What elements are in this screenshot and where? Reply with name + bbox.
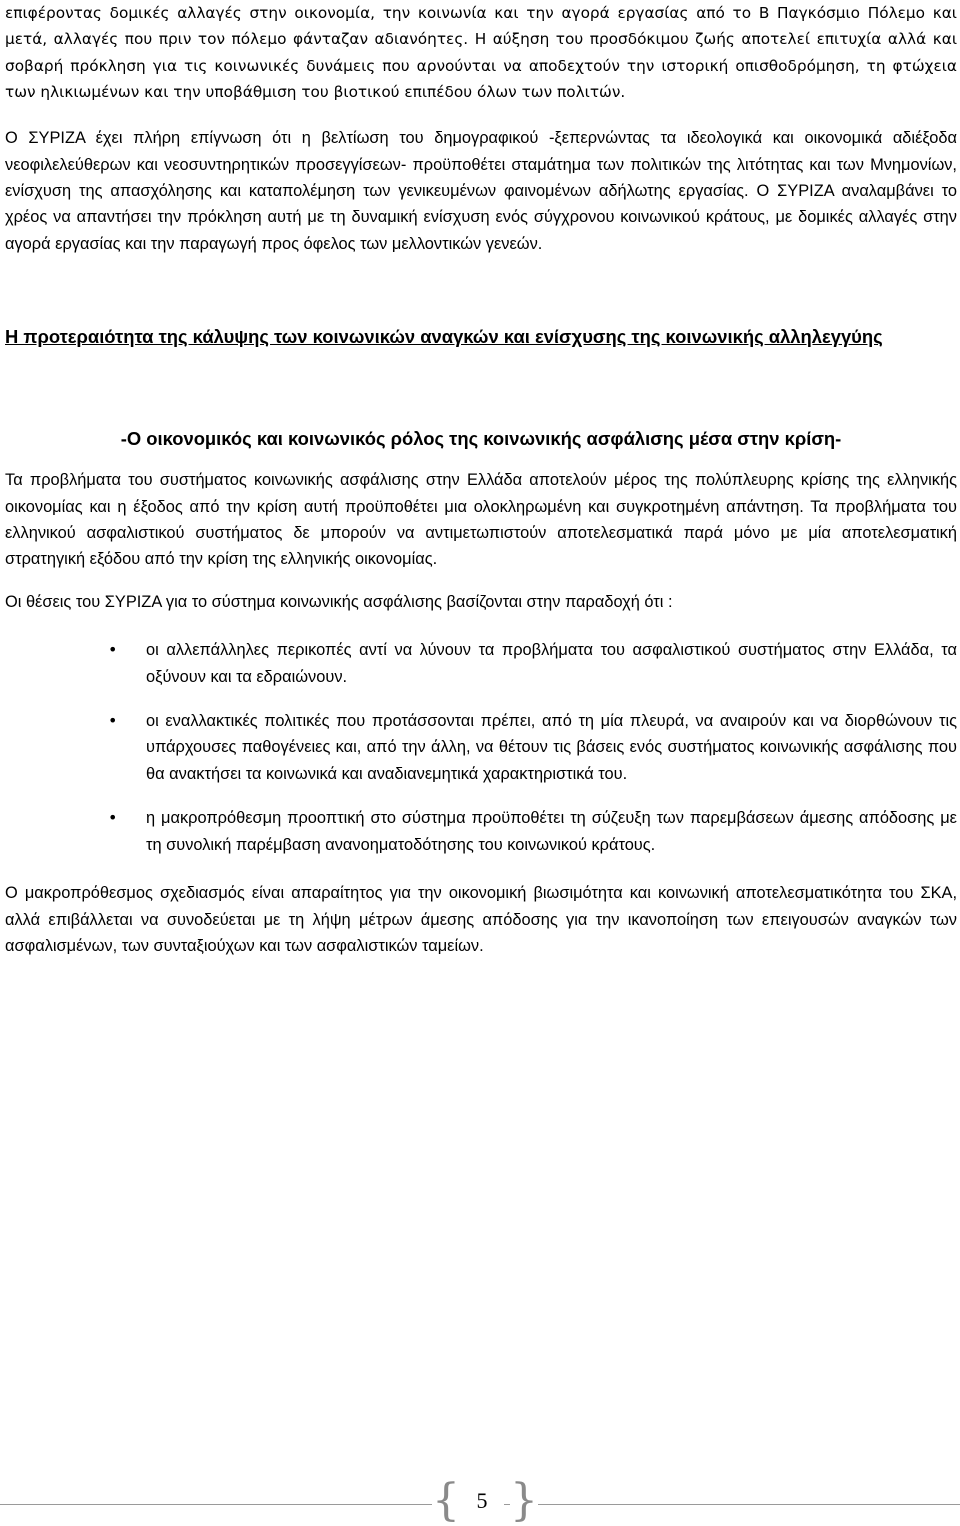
paragraph-positions: Οι θέσεις του ΣΥΡΙΖΑ για το σύστημα κοινωνικής ασφάλισης βασίζονται στην παραδοχή ότι : bbox=[5, 592, 673, 611]
list-item-text: οι αλλεπάλληλες περικοπές αντί να λύνουν τα προβλήματα του ασφαλιστικού συστήματος στην Ελλάδα, τα οξύνουν και τα εδραιώνουν. bbox=[146, 641, 957, 686]
right-brace-ornament: } bbox=[510, 1475, 538, 1526]
heading-insurance-role: -Ο οικονομικός και κοινωνικός ρόλος της κοινωνικής ασφάλισης μέσα στην κρίση- bbox=[120, 428, 842, 450]
heading-priority: Η προτεραιότητα της κάλυψης των κοινωνικών αναγκών και ενίσχυσης της κοινωνικής αλληλεγγύης bbox=[5, 326, 883, 348]
list-item bbox=[5, 708, 957, 787]
paragraph-long-term: Ο μακροπρόθεσμος σχεδιασμός είναι απαραίτητος για την οικονομική βιωσιμότητα και κοινωνική αποτελεσματικότητα του ΣΚΑ, αλλά επιβάλλεται να συνοδεύεται με τη λήψη μέτρων άμεσης απόδοσης για την ικανοποίηση των επειγουσών αναγκών των ασφαλισμένων, των συνταξιούχων και των ασφαλιστικών ταμείων. bbox=[5, 884, 957, 955]
page-footer bbox=[0, 1475, 960, 1526]
bullet-marker: • bbox=[108, 640, 118, 660]
list-item-text: η μακροπρόθεσμη προοπτική στο σύστημα προϋποθέτει τη σύζευξη των παρεμβάσεων άμεσης απόδοσης με τη συνολική παρέμβαση ανανοηματοδότησης του κοινωνικού κράτους. bbox=[146, 809, 957, 854]
bullet-marker: • bbox=[108, 808, 118, 828]
list-item bbox=[5, 805, 957, 858]
bullet-marker: • bbox=[108, 711, 118, 731]
paragraph-intro: επιφέροντας δομικές αλλαγές στην οικονομία, την κοινωνία και την αγορά εργασίας από το Β Παγκόσμιο Πόλεμο και μετά, αλλαγές που πριν τον πόλεμο φάνταζαν αδιανόητες. Η αύξηση του προσδόκιμου ζωής αποτελεί επιτυχία αλλά και σοβαρή πρόκληση για τις κοινωνικές δυνάμεις που αρνούνται να αποδεχτούν την ιστορική οπισθοδρόμηση, τη φτώχεια των ηλικιωμένων και την υποβάθμιση του βιοτικού επιπέδου όλων των πολιτών. bbox=[5, 4, 957, 101]
bullet-list bbox=[5, 637, 957, 858]
paragraph-problems: Τα προβλήματα του συστήματος κοινωνικής ασφάλισης στην Ελλάδα αποτελούν μέρος της πολύπλευρης κρίσης της ελληνικής οικονομίας και η έξοδος από την κρίση αυτή προϋποθέτει μια ολοκληρωμένη και συγκροτημένη απάντηση. Τα προβλήματα του ελληνικού ασφαλιστικού συστήματος δε μπορούν να αντιμετωπιστούν αποτελεσματικά παρά μόνο με μία αποτελεσματική στρατηγική εξόδου από την κρίση της ελληνικής οικονομίας. bbox=[5, 471, 957, 569]
document-page bbox=[5, 0, 957, 959]
left-brace-ornament: { bbox=[432, 1475, 460, 1526]
paragraph-syriza-demographic: Ο ΣΥΡΙΖΑ έχει πλήρη επίγνωση ότι η βελτίωση του δημογραφικού -ξεπερνώντας τα ιδεολογικά και οικονομικά αδιέξοδα νεοφιλελεύθερων και νεοσυντηρητικών προσεγγίσεων- προϋποθέτει σταμάτημα των πολιτικών της λιτότητας και των Μνημονίων, ενίσχυση της απασχόλησης και καταπολέμηση των γενικευμένων φαινομένων αδήλωτης εργασίας. Ο ΣΥΡΙΖΑ αναλαμβάνει το χρέος να απαντήσει την πρόκληση αυτή με τη δυναμική ενίσχυση ενός σύγχρονου κοινωνικού κράτους, με δομικές αλλαγές στην αγορά εργασίας και την παραγωγή προς όφελος των μελλοντικών γενεών. bbox=[5, 129, 957, 253]
page-number: 5 bbox=[460, 1486, 504, 1516]
list-item-text: οι εναλλακτικές πολιτικές που προτάσσονται πρέπει, από τη μία πλευρά, να αναιρούν και να διορθώνουν τις υπάρχουσες παθογένειες και, από την άλλη, να θέτουν τις βάσεις ενός συστήματος κοινωνικής ασφάλισης που θα ανακτήσει τα κοινωνικά και αναδιανεμητικά χαρακτηριστικά του. bbox=[146, 712, 957, 783]
list-item bbox=[5, 637, 957, 690]
